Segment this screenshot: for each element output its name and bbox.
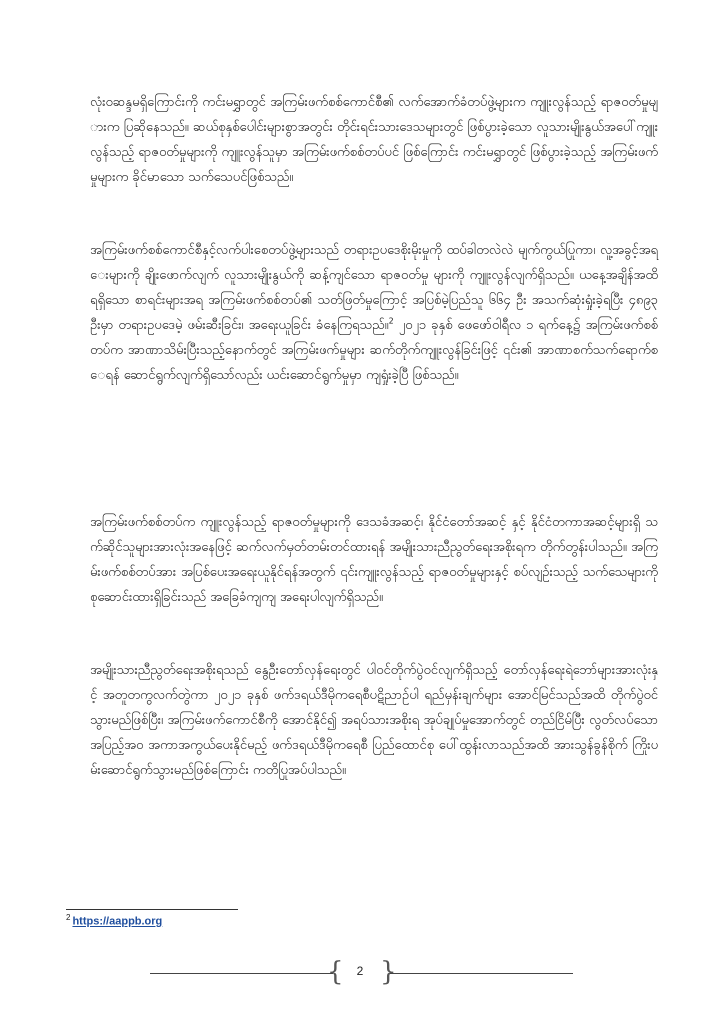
page-number: 2 — [356, 964, 364, 978]
footnote-link[interactable]: https://aappb.org — [72, 915, 163, 928]
footer-divider-left — [150, 973, 333, 974]
footer-brace-left-icon: { — [327, 957, 344, 987]
paragraph-3: အကြမ်းဖက်စစ်တပ်က ကျူးလွန်သည့် ရာဇဝတ်မှုများကို ဒေသခံအဆင့်၊ နိုင်ငံတော်အဆင့် နှင့် နိုင်ငံတကာအဆင့်များရှိ သက်ဆိုင်သူများအားလုံးအနေဖြင့် ဆက်လက်မှတ်တမ်းတင်ထားရန် အမျိုးသားညီညွတ်ရေးအစိုးရက တိုက်တွန်းပါသည်။ အကြမ်းဖက်စစ်တပ်အား အပြစ်ပေးအရေးယူနိုင်ရန်အတွက် ၎င်းကျူးလွန်သည့် ရာဇဝတ်မှုများနှင့် စပ်လျဉ်းသည့် သက်သေများကို စုဆောင်းထားရှိခြင်းသည် အခြေခံကျကျ အရေးပါလျက်ရှိသည်။ — [90, 515, 658, 605]
paragraph-1: လုံးဝဆန္ဒမရှိကြောင်းကို ကင်းမရွှာတွင် အကြမ်းဖက်စစ်ကောင်စီ၏ လက်အောက်ခံတပ်ဖွဲ့များက ကျူးလွန်သည့် ရာဇဝတ်မှုများက ပြဆိုနေသည်။ ဆယ်စုနှစ်ပေါင်းများစွာအတွင်း တိုင်းရင်းသားဒေသများတွင် ဖြစ်ပွားခဲ့သော လူသားမျိုးနွယ်အပေါ်ကျူးလွန်သည့် ရာဇဝတ်မှုများကို ကျူးလွန်သူမှာ အကြမ်းဖက်စစ်တပ်ပင် ဖြစ်ကြောင်း ကင်းမရွှာတွင် ဖြစ်ပွားခဲ့သည့် အကြမ်းဖက်မှုများက ခိုင်မာသော သက်သေပင်ဖြစ်သည်။ — [90, 95, 658, 185]
paragraph-4: အမျိုးသားညီညွတ်ရေးအစိုးရသည် နွေဦးတော်လှန်ရေးတွင် ပါဝင်တိုက်ပွဲဝင်လျက်ရှိသည့် တော်လှန်ရေးရဲဘော်များအားလုံးနှင့် အတူတကွလက်တွဲကာ ၂၀၂၁ ခုနှစ် ဖက်ဒရယ်ဒီမိုကရေစီပဋိညာဉ်ပါ ရည်မှန်းချက်များ အောင်မြင်သည်အထိ တိုက်ပွဲဝင်သွားမည်ဖြစ်ပြီး၊ အကြမ်းဖက်ကောင်စီကို အောင်နိုင်၍ အရပ်သားအစိုးရ အုပ်ချုပ်မှုအောက်တွင် တည်ငြိမ်ပြီး လွတ်လပ်သော အပြည့်အဝ အကာအကွယ်ပေးနိုင်မည့် ဖက်ဒရယ်ဒီမိုကရေစီ ပြည်ထောင်စု ပေါ်ထွန်းလာသည်အထိ အားသွန်ခွန်စိုက် ကြိုးပမ်းဆောင်ရွက်သွားမည်ဖြစ်ကြောင်း ကတိပြုအပ်ပါသည်။ — [90, 663, 658, 778]
paragraph-2-continued: ၂၀၂၁ ခုနှစ် ဖေဖော်ဝါရီလ ၁ ရက်နေ့၌ အကြမ်းဖက်စစ်တပ်က အာဏာသိမ်းပြီးသည့်နောက်တွင် အကြမ်းဖက်မှုများ ဆက်တိုက်ကျူးလွန်ခြင်းဖြင့် ၎င်း၏ အာဏာစက်သက်ရောက်စေရန် ဆောင်ရွက်လျက်ရှိသော်လည်း ယင်းဆောင်ရွက်မှုမှာ ကျရှုံးခဲ့ပြီ ဖြစ်သည်။ — [90, 318, 658, 383]
footer-brace-right-icon: } — [380, 957, 397, 987]
paragraph-2-text: အကြမ်းဖက်စစ်ကောင်စီနှင့်လက်ပါးစေတပ်ဖွဲ့များသည် တရားဥပဒေစိုးမိုးမှုကို ထပ်ခါတလဲလဲ မျက်ကွယ်ပြုကာ၊ လူ့အခွင့်အရေးများကို ချိုးဖောက်လျက် လူသားမျိုးနွယ်ကို ဆန့်ကျင်သော ရာဇဝတ်မှု များကို ကျူးလွန်လျက်ရှိသည်။ ယနေ့အချိန်အထိ ရရှိသော စာရင်းများအရ အကြမ်းဖက်စစ်တပ်၏ သတ်ဖြတ်မှုကြောင့် အပြစ်မဲ့ပြည်သူ ၆၆၄ ဦး အသက်ဆုံးရှုံးခဲ့ရပြီး ၄၈၉၃ ဦးမှာ တရားဥပဒေမဲ့ ဖမ်းဆီးခြင်း၊ အရေးယူခြင်း ခံနေကြရသည်။ — [90, 243, 658, 333]
footnote — [66, 913, 162, 928]
footnote-separator — [66, 909, 238, 910]
footnote-reference-marker[interactable]: 2 — [388, 316, 394, 326]
footnote-marker: 2 — [66, 913, 71, 922]
footer-divider-right — [390, 973, 573, 974]
paragraph-2 — [90, 238, 658, 388]
